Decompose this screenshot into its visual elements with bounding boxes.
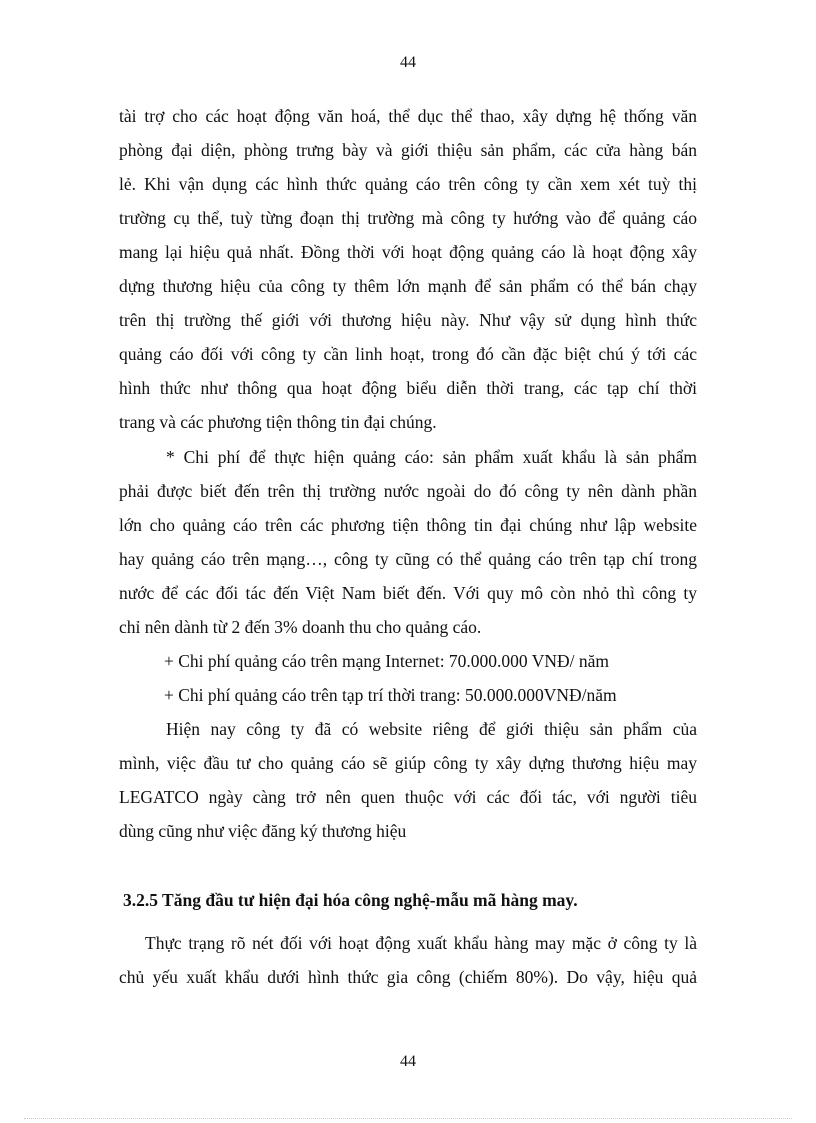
text-line: dựng thương hiệu của công ty thêm lớn mạnh để sản phẩm có thể bán chạy [119, 276, 697, 296]
text-line: Thực trạng rõ nét đối với hoạt động xuất khẩu hàng may mặc ở công ty là [145, 933, 697, 953]
text-line: chủ yếu xuất khẩu dưới hình thức gia công (chiếm 80%). Do vậy, hiệu quả [119, 967, 697, 987]
text-line: LEGATCO ngày càng trở nên quen thuộc với các đối tác, với người tiêu [119, 787, 697, 807]
page-number-bottom: 44 [400, 1053, 416, 1070]
text-line: trang và các phương tiện thông tin đại chúng. [119, 412, 437, 432]
text-line: lẻ. Khi vận dụng các hình thức quảng cáo trên công ty cần xem xét tuỳ thị [119, 174, 697, 194]
paragraph-advertising-cost [119, 440, 697, 644]
text-line: * Chi phí để thực hiện quảng cáo: sản phẩm xuất khẩu là sản phẩm [166, 447, 697, 467]
text-line: mang lại hiệu quả nhất. Đồng thời với hoạt động quảng cáo là hoạt động xây [119, 242, 697, 262]
text-line: trường cụ thể, tuỳ từng đoạn thị trường mà công ty hướng vào để quảng cáo [119, 208, 697, 228]
text-line: hình thức như thông qua hoạt động biểu diễn thời trang, các tạp chí thời [119, 378, 697, 398]
cost-item-internet: + Chi phí quảng cáo trên mạng Internet: 70.000.000 VNĐ/ năm [164, 651, 610, 671]
text-line: Hiện nay công ty đã có website riêng để giới thiệu sản phẩm của [166, 719, 697, 739]
paragraph-website [119, 712, 697, 848]
cost-item-list [119, 644, 697, 712]
page-edge-divider [24, 1118, 792, 1119]
text-line: chỉ nên dành từ 2 đến 3% doanh thu cho quảng cáo. [119, 617, 482, 637]
text-line: phải được biết đến trên thị trường nước ngoài do đó công ty nên dành phần [119, 481, 697, 501]
cost-item-magazine: + Chi phí quảng cáo trên tạp trí thời trang: 50.000.000VNĐ/năm [164, 685, 617, 705]
text-line: dùng cũng như việc đăng ký thương hiệu [119, 821, 407, 841]
text-line: hay quảng cáo trên mạng…, công ty cũng có thể quảng cáo trên tạp chí trong [119, 549, 697, 569]
text-line: quảng cáo đối với công ty cần linh hoạt, trong đó cần đặc biệt chú ý tới các [119, 344, 697, 364]
text-line: nước để các đối tác đến Việt Nam biết đến. Với quy mô còn nhỏ thì công ty [119, 583, 697, 603]
text-line: trên thị trường thế giới với thương hiệu này. Như vậy sử dụng hình thức [119, 310, 697, 330]
text-line: tài trợ cho các hoạt động văn hoá, thể dục thể thao, xây dựng hệ thống văn [119, 106, 697, 126]
paragraph-current-status [119, 926, 697, 994]
text-line: phòng đại diện, phòng trưng bày và giới thiệu sản phẩm, các cửa hàng bán [119, 140, 697, 160]
paragraph-advertising-forms [119, 99, 697, 439]
text-line: mình, việc đầu tư cho quảng cáo sẽ giúp công ty xây dựng thương hiệu may [119, 753, 697, 773]
section-heading: 3.2.5 Tăng đầu tư hiện đại hóa công nghệ-mẫu mã hàng may. [123, 890, 578, 910]
text-line: lớn cho quảng cáo trên các phương tiện thông tin đại chúng như lập website [119, 515, 697, 535]
page-number-top: 44 [400, 54, 416, 71]
